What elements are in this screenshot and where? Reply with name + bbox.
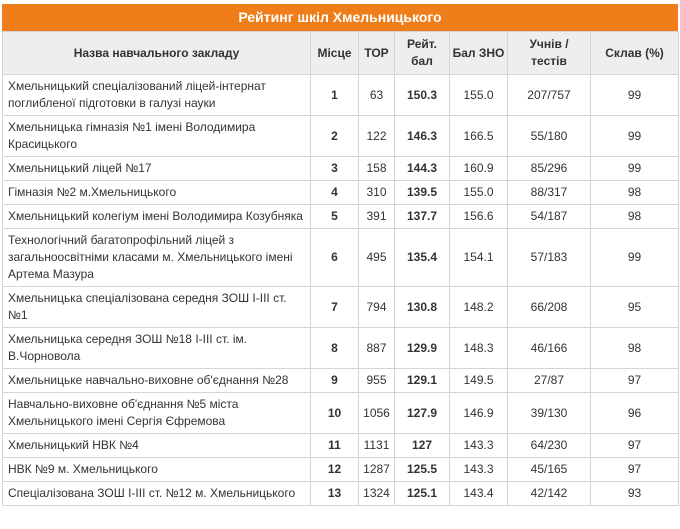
cell-zno: 148.3 [450, 328, 508, 369]
cell-school-name: Хмельницька спеціалізована середня ЗОШ І-ІІІ ст. №1 [3, 287, 311, 328]
cell-school-name: Спеціалізована ЗОШ І-ІІІ ст. №12 м. Хмельницького [3, 482, 311, 506]
cell-students: 55/180 [508, 116, 591, 157]
cell-score: 125.5 [395, 458, 450, 482]
cell-pass: 98 [591, 328, 679, 369]
cell-score: 129.9 [395, 328, 450, 369]
cell-zno: 143.4 [450, 482, 508, 506]
cell-zno: 146.9 [450, 393, 508, 434]
cell-place: 10 [311, 393, 359, 434]
cell-pass: 99 [591, 157, 679, 181]
cell-score: 137.7 [395, 205, 450, 229]
cell-school-name: Хмельницький колегіум імені Володимира Козубняка [3, 205, 311, 229]
cell-top: 1324 [359, 482, 395, 506]
cell-zno: 155.0 [450, 75, 508, 116]
cell-top: 1287 [359, 458, 395, 482]
cell-school-name: Хмельницьке навчально-виховне об'єднання №28 [3, 369, 311, 393]
cell-students: 64/230 [508, 434, 591, 458]
cell-score: 135.4 [395, 229, 450, 287]
cell-place: 5 [311, 205, 359, 229]
cell-zno: 143.3 [450, 458, 508, 482]
cell-top: 887 [359, 328, 395, 369]
cell-students: 66/208 [508, 287, 591, 328]
cell-students: 27/87 [508, 369, 591, 393]
col-header-place: Місце [311, 32, 359, 75]
cell-place: 6 [311, 229, 359, 287]
cell-students: 57/183 [508, 229, 591, 287]
cell-school-name: Гімназія №2 м.Хмельницького [3, 181, 311, 205]
col-header-top: ТОР [359, 32, 395, 75]
cell-zno: 156.6 [450, 205, 508, 229]
cell-pass: 98 [591, 181, 679, 205]
cell-score: 127 [395, 434, 450, 458]
col-header-students: Учнів / тестів [508, 32, 591, 75]
cell-students: 45/165 [508, 458, 591, 482]
table-row [3, 116, 679, 157]
cell-zno: 160.9 [450, 157, 508, 181]
cell-place: 3 [311, 157, 359, 181]
table-body [3, 75, 679, 506]
table-row [3, 393, 679, 434]
cell-school-name: НВК №9 м. Хмельницького [3, 458, 311, 482]
cell-place: 11 [311, 434, 359, 458]
cell-zno: 143.3 [450, 434, 508, 458]
cell-school-name: Хмельницький спеціалізований ліцей-інтернат поглибленої підготовки в галузі науки [3, 75, 311, 116]
cell-top: 1131 [359, 434, 395, 458]
cell-zno: 155.0 [450, 181, 508, 205]
cell-pass: 96 [591, 393, 679, 434]
cell-score: 146.3 [395, 116, 450, 157]
cell-place: 7 [311, 287, 359, 328]
table-header-row [3, 32, 679, 75]
cell-score: 139.5 [395, 181, 450, 205]
table-row [3, 369, 679, 393]
cell-top: 391 [359, 205, 395, 229]
cell-place: 1 [311, 75, 359, 116]
rating-table [2, 31, 679, 506]
table-row [3, 75, 679, 116]
cell-school-name: Хмельницький ліцей №17 [3, 157, 311, 181]
cell-students: 54/187 [508, 205, 591, 229]
cell-top: 63 [359, 75, 395, 116]
rating-table-container [2, 4, 678, 506]
cell-place: 13 [311, 482, 359, 506]
cell-top: 955 [359, 369, 395, 393]
cell-score: 130.8 [395, 287, 450, 328]
table-title: Рейтинг шкіл Хмельницького [2, 4, 678, 31]
cell-pass: 98 [591, 205, 679, 229]
cell-place: 8 [311, 328, 359, 369]
table-row [3, 434, 679, 458]
col-header-pass: Склав (%) [591, 32, 679, 75]
col-header-name: Назва навчального закладу [3, 32, 311, 75]
cell-top: 1056 [359, 393, 395, 434]
cell-score: 125.1 [395, 482, 450, 506]
cell-pass: 93 [591, 482, 679, 506]
cell-pass: 97 [591, 458, 679, 482]
cell-pass: 99 [591, 229, 679, 287]
cell-school-name: Хмельницька гімназія №1 імені Володимира Красицького [3, 116, 311, 157]
cell-score: 129.1 [395, 369, 450, 393]
table-row [3, 229, 679, 287]
cell-pass: 97 [591, 434, 679, 458]
cell-zno: 148.2 [450, 287, 508, 328]
cell-students: 207/757 [508, 75, 591, 116]
cell-zno: 154.1 [450, 229, 508, 287]
table-row [3, 328, 679, 369]
cell-place: 2 [311, 116, 359, 157]
cell-pass: 99 [591, 75, 679, 116]
cell-pass: 99 [591, 116, 679, 157]
cell-students: 85/296 [508, 157, 591, 181]
table-row [3, 157, 679, 181]
cell-top: 794 [359, 287, 395, 328]
col-header-zno: Бал ЗНО [450, 32, 508, 75]
cell-score: 150.3 [395, 75, 450, 116]
cell-students: 46/166 [508, 328, 591, 369]
cell-students: 88/317 [508, 181, 591, 205]
cell-zno: 149.5 [450, 369, 508, 393]
cell-pass: 97 [591, 369, 679, 393]
table-row [3, 181, 679, 205]
cell-school-name: Хмельницька середня ЗОШ №18 І-ІІІ ст. ім. В.Чорновола [3, 328, 311, 369]
table-row [3, 458, 679, 482]
cell-zno: 166.5 [450, 116, 508, 157]
cell-pass: 95 [591, 287, 679, 328]
col-header-score: Рейт. бал [395, 32, 450, 75]
table-row [3, 287, 679, 328]
cell-score: 144.3 [395, 157, 450, 181]
cell-school-name: Навчально-виховне об'єднання №5 міста Хмельницького імені Сергія Єфремова [3, 393, 311, 434]
cell-students: 39/130 [508, 393, 591, 434]
cell-students: 42/142 [508, 482, 591, 506]
cell-top: 495 [359, 229, 395, 287]
cell-place: 9 [311, 369, 359, 393]
cell-score: 127.9 [395, 393, 450, 434]
table-row [3, 482, 679, 506]
cell-school-name: Хмельницький НВК №4 [3, 434, 311, 458]
cell-place: 4 [311, 181, 359, 205]
cell-top: 122 [359, 116, 395, 157]
cell-top: 310 [359, 181, 395, 205]
table-row [3, 205, 679, 229]
cell-top: 158 [359, 157, 395, 181]
cell-place: 12 [311, 458, 359, 482]
cell-school-name: Технологічний багатопрофільний ліцей з загальноосвітніми класами м. Хмельницького імені Артема Мазура [3, 229, 311, 287]
